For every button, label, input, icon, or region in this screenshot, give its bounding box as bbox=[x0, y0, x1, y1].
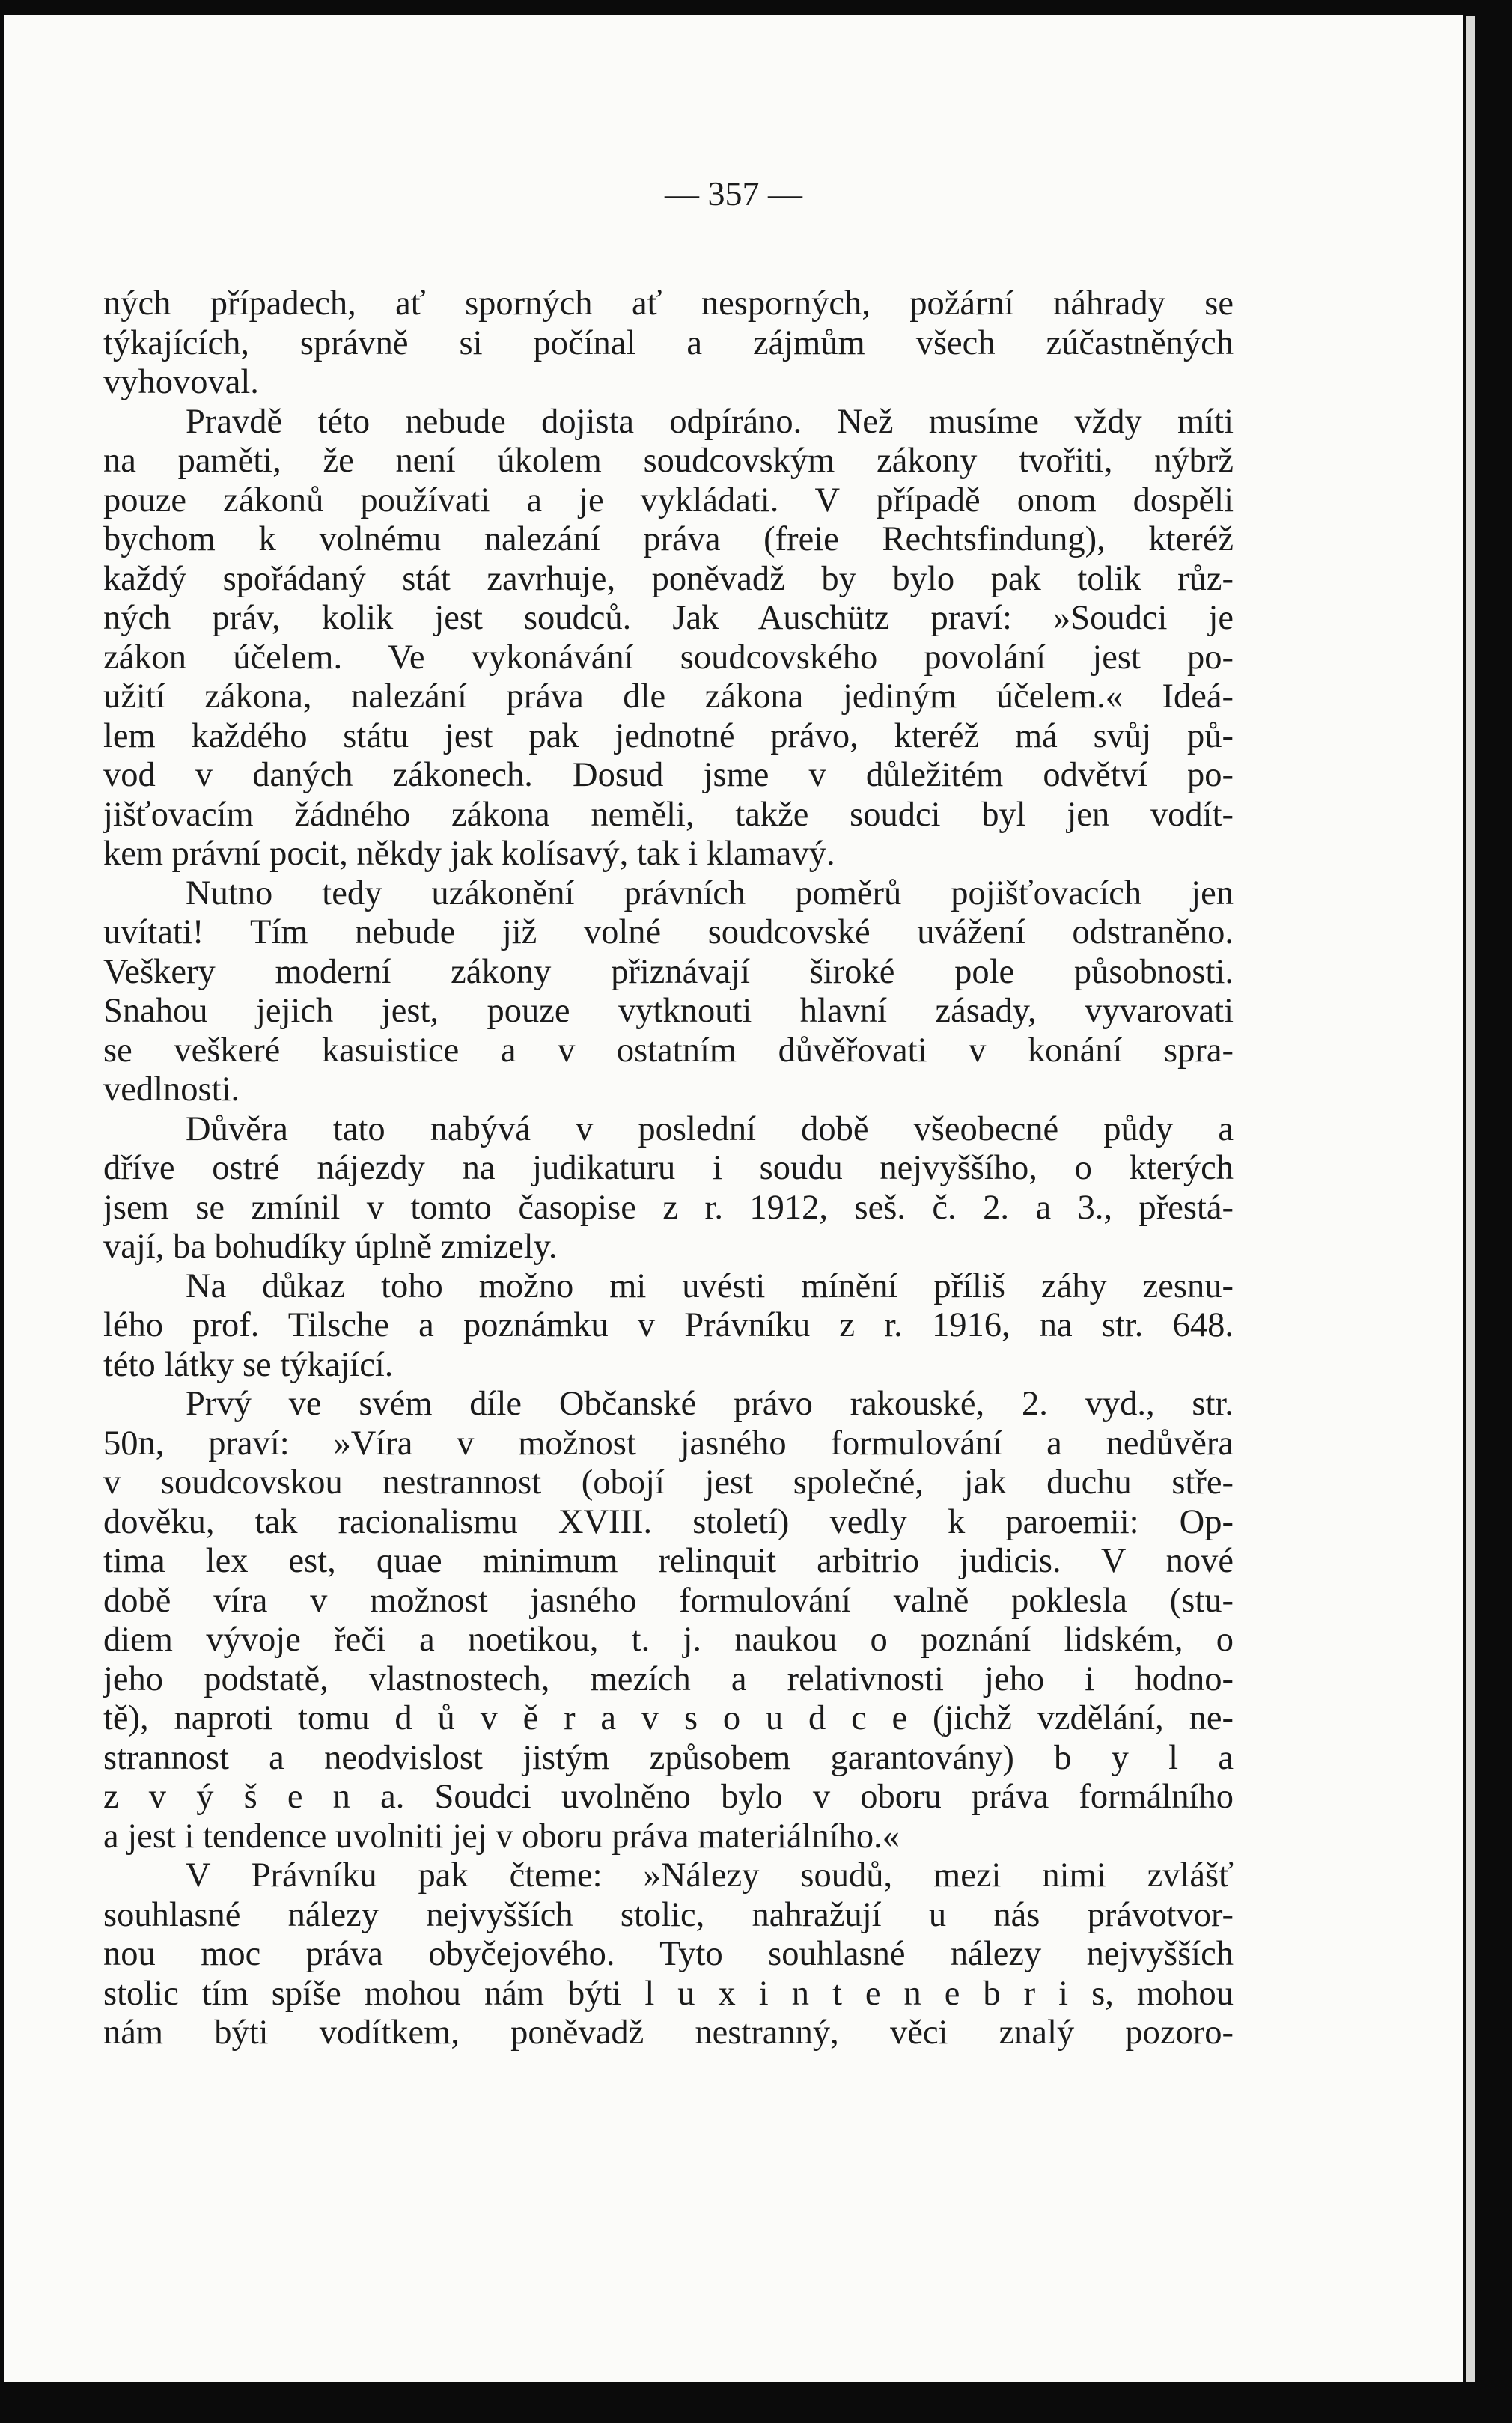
text-line: uvítati! Tím nebude již volné soudcovské uvážení odstraněno. bbox=[103, 913, 1234, 951]
text-line: Prvý ve svém díle Občanské právo rakouské, 2. vyd., str. bbox=[186, 1385, 1234, 1423]
text-line: se veškeré kasuistice a v ostatním důvěřovati v konání spra- bbox=[103, 1031, 1234, 1070]
text-line: diem vývoje řeči a noetikou, t. j. naukou o poznání lidském, o bbox=[103, 1621, 1234, 1659]
text-line: tě), naproti tomu d ů v ě r a v s o u d c e (jichž vzdělání, ne- bbox=[103, 1699, 1234, 1737]
text-line: nám býti vodítkem, poněvadž nestranný, věci znalý pozoro- bbox=[103, 2014, 1234, 2052]
text-line: pouze zákonů používati a je vykládati. V případě onom dospěli bbox=[103, 481, 1234, 519]
text-line: Veškery moderní zákony přiznávají široké pole působnosti. bbox=[103, 952, 1234, 991]
text-line: z v ý š e n a. Soudci uvolněno bylo v oboru práva formálního bbox=[103, 1778, 1234, 1816]
text-line: a jest i tendence uvolniti jej v oboru práva materiálního.« bbox=[103, 1817, 900, 1856]
text-line: ných práv, kolik jest soudců. Jak Auschütz praví: »Soudci je bbox=[103, 599, 1234, 637]
page-edge bbox=[1466, 16, 1475, 2382]
text-line: tima lex est, quae minimum relinquit arbitrio judicis. V nové bbox=[103, 1542, 1234, 1580]
text-line: jeho podstatě, vlastnostech, mezích a relativnosti jeho i hodno- bbox=[103, 1659, 1234, 1698]
text-line: ných případech, ať sporných ať nesporných, požární náhrady se bbox=[103, 284, 1234, 323]
text-line: týkajících, správně si počínal a zájmům všech zúčastněných bbox=[103, 323, 1234, 362]
text-line: V Právníku pak čteme: »Nálezy soudů, mezi nimi zvlášť bbox=[186, 1856, 1234, 1895]
text-line: dověku, tak racionalismu XVIII. století) vedly k paroemii: Op- bbox=[103, 1502, 1234, 1541]
text-line: 50n, praví: »Víra v možnost jasného formulování a nedůvěra bbox=[103, 1424, 1234, 1463]
text-line: vají, ba bohudíky úplně zmizely. bbox=[103, 1228, 558, 1266]
text-line: jišťovacím žádného zákona neměli, takže soudci byl jen vodít- bbox=[103, 795, 1234, 834]
text-line: vyhovoval. bbox=[103, 363, 259, 401]
text-line: době víra v možnost jasného formulování valně poklesla (stu- bbox=[103, 1581, 1234, 1620]
text-line: Na důkaz toho možno mi uvésti mínění příliš záhy zesnu- bbox=[186, 1267, 1234, 1305]
text-line: lem každého státu jest pak jednotné právo, kteréž má svůj pů- bbox=[103, 716, 1234, 755]
text-line: vedlnosti. bbox=[103, 1070, 240, 1109]
text-line: stolic tím spíše mohou nám býti l u x i n t e n e b r i s, mohou bbox=[103, 1974, 1234, 2013]
book-page bbox=[4, 15, 1463, 2382]
text-line: dříve ostré nájezdy na judikaturu i soudu nejvyššího, o kterých bbox=[103, 1149, 1234, 1187]
text-line: Nutno tedy uzákonění právních poměrů pojišťovacích jen bbox=[186, 874, 1234, 912]
text-line: strannost a neodvislost jistým způsobem garantovány) b y l a bbox=[103, 1738, 1234, 1777]
text-line: Pravdě této nebude dojista odpíráno. Než musíme vždy míti bbox=[186, 402, 1234, 441]
text-line: Důvěra tato nabývá v poslední době všeobecné půdy a bbox=[186, 1109, 1234, 1148]
page-number-header: — 357 — bbox=[665, 174, 802, 213]
text-line: Snahou jejich jest, pouze vytknouti hlavní zásady, vyvarovati bbox=[103, 992, 1234, 1030]
text-line: souhlasné nálezy nejvyšších stolic, nahražují u nás právotvor- bbox=[103, 1895, 1234, 1934]
text-line: vod v daných zákonech. Dosud jsme v důležitém odvětví po- bbox=[103, 756, 1234, 794]
text-line: každý spořádaný stát zavrhuje, poněvadž by bylo pak tolik růz- bbox=[103, 559, 1234, 598]
text-line: zákon účelem. Ve vykonávání soudcovského povolání jest po- bbox=[103, 638, 1234, 677]
text-line: jsem se zmínil v tomto časopise z r. 1912, seš. č. 2. a 3., přestá- bbox=[103, 1188, 1234, 1227]
text-line: na paměti, že není úkolem soudcovským zákony tvořiti, nýbrž bbox=[103, 442, 1234, 480]
text-line: nou moc práva obyčejového. Tyto souhlasné nálezy nejvyšších bbox=[103, 1935, 1234, 1973]
text-line: bychom k volnému nalezání práva (freie Rechtsfindung), kteréž bbox=[103, 520, 1234, 558]
body-text bbox=[103, 284, 1234, 2053]
text-line: lého prof. Tilsche a poznámku v Právníku z r. 1916, na str. 648. bbox=[103, 1306, 1234, 1344]
text-line: této látky se týkající. bbox=[103, 1345, 394, 1384]
text-line: kem právní pocit, někdy jak kolísavý, tak i klamavý. bbox=[103, 835, 835, 873]
text-line: užití zákona, nalezání práva dle zákona jediným účelem.« Ideá- bbox=[103, 677, 1234, 716]
text-line: v soudcovskou nestrannost (obojí jest společné, jak duchu stře- bbox=[103, 1463, 1234, 1502]
